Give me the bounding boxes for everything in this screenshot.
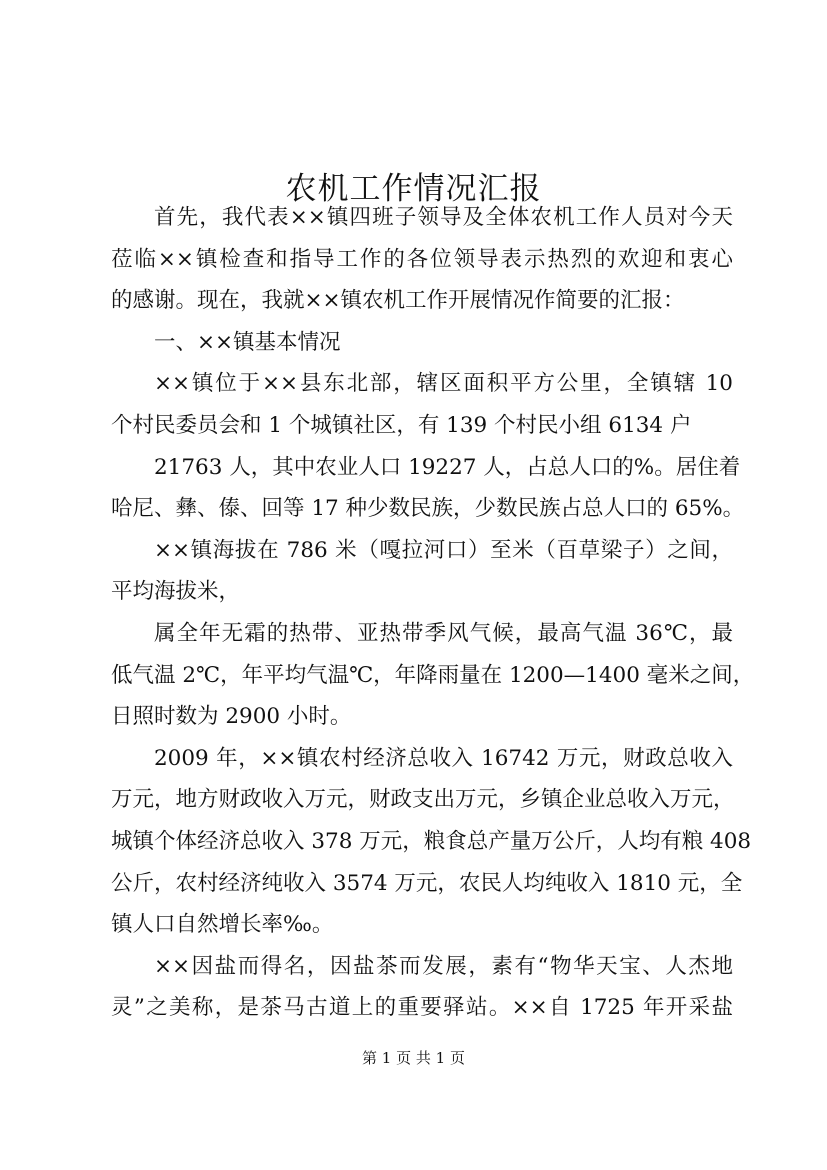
- body-text-line: 2009 年，××镇农村经济总收入 16742 万元，财政总收入: [154, 745, 733, 771]
- body-text-line: ××镇位于××县东北部，辖区面积平方公里，全镇辖 10: [154, 371, 733, 397]
- body-text-line: 灵”之美称，是茶马古道上的重要驿站。××自 1725 年开采盐: [111, 995, 733, 1021]
- body-text-line: 平均海拔米，: [111, 579, 241, 605]
- body-text-line: 万元，地方财政收入万元，财政支出万元，乡镇企业总收入万元，: [111, 787, 735, 813]
- body-text-line: ××因盐而得名，因盐茶而发展，素有“物华天宝、人杰地: [154, 953, 733, 979]
- document-title: 农机工作情况汇报: [285, 170, 542, 207]
- body-text-line: 的感谢。现在，我就××镇农机工作开展情况作简要的汇报：: [111, 288, 685, 314]
- document-body: [111, 197, 755, 1029]
- body-text-line: 哈尼、彝、傣、回等 17 种少数民族，少数民族占总人口的 65%。: [111, 496, 745, 522]
- body-text-line: ××镇海拔在 786 米（嘎拉河口）至米（百草梁子）之间，: [154, 537, 733, 563]
- body-text-line: 日照时数为 2900 小时。: [111, 704, 352, 730]
- body-text-line: 莅临××镇检查和指导工作的各位领导表示热烈的欢迎和衷心: [111, 246, 733, 272]
- body-text-line: 一、××镇基本情况: [154, 329, 341, 355]
- body-text-line: 城镇个体经济总收入 378 万元，粮食总产量万公斤，人均有粮 408: [111, 828, 752, 854]
- body-text-line: 镇人口自然增长率‰。: [111, 912, 334, 938]
- page-number-footer: 第 1 页 共 1 页: [362, 1049, 465, 1067]
- body-text-line: 个村民委员会和 1 个城镇社区，有 139 个村民小组 6134 户: [111, 412, 692, 438]
- body-text-line: 属全年无霜的热带、亚热带季风气候，最高气温 36℃，最: [154, 620, 733, 646]
- body-text-line: 21763 人，其中农业人口 19227 人，占总人口的%。居住着: [154, 454, 741, 480]
- body-text-line: 公斤，农村经济纯收入 3574 万元，农民人均纯收入 1810 元，全: [111, 870, 743, 896]
- body-text-line: 低气温 2℃，年平均气温℃，年降雨量在 1200—1400 毫米之间，: [111, 662, 755, 688]
- body-text-line: 首先，我代表××镇四班子领导及全体农机工作人员对今天: [154, 205, 733, 230]
